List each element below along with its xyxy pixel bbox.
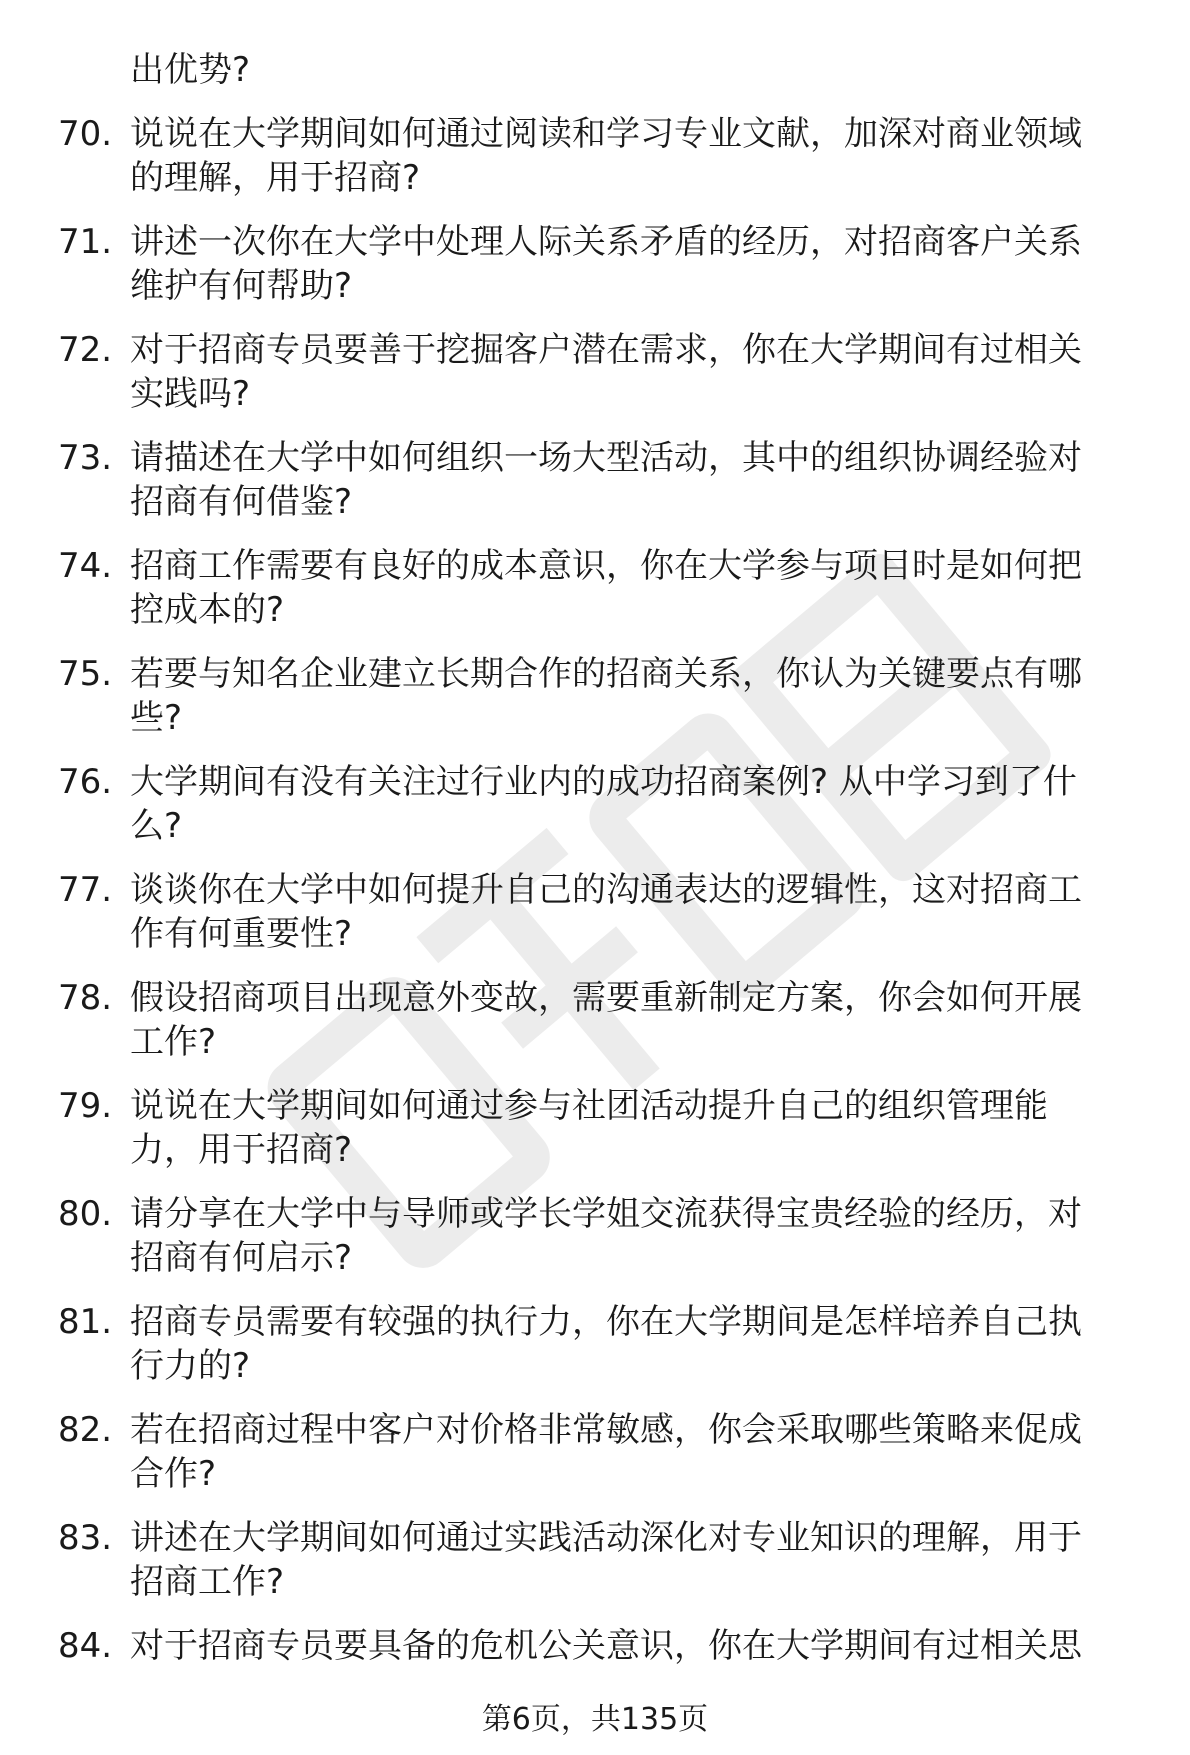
list-item — [58, 1192, 1148, 1280]
item-text: 说说在大学期间如何通过参与社团活动提升自己的组织管理能 — [130, 1086, 1048, 1126]
item-number: 74. — [58, 546, 113, 586]
item-text: 讲述在大学期间如何通过实践活动深化对专业知识的理解，用于 — [130, 1518, 1082, 1558]
item-text-continued: 工作? — [130, 1022, 217, 1062]
item-number: 75. — [58, 654, 113, 694]
item-number: 79. — [58, 1086, 113, 1126]
item-text-continued: 些? — [130, 698, 183, 738]
item-number: 71. — [58, 222, 113, 262]
item-text-continued: 么? — [130, 806, 183, 846]
question-list — [58, 48, 1148, 1668]
list-item — [58, 868, 1148, 956]
item-text: 若在招商过程中客户对价格非常敏感，你会采取哪些策略来促成 — [130, 1410, 1082, 1450]
item-text-continued: 招商有何借鉴? — [130, 482, 353, 522]
item-text-continued: 控成本的? — [130, 590, 285, 630]
item-text-continued: 实践吗? — [130, 374, 251, 414]
page-footer: 第6页，共135页 — [481, 1702, 709, 1737]
list-item — [58, 1300, 1148, 1388]
item-text-continued: 招商工作? — [130, 1562, 285, 1602]
carryover-text: 出优势? — [130, 50, 251, 90]
item-text: 若要与知名企业建立长期合作的招商关系，你认为关键要点有哪 — [130, 654, 1082, 694]
list-item — [58, 544, 1148, 632]
item-number: 73. — [58, 438, 113, 478]
item-text: 大学期间有没有关注过行业内的成功招商案例? 从中学习到了什 — [130, 762, 1077, 802]
item-text: 对于招商专员要具备的危机公关意识，你在大学期间有过相关思 — [130, 1626, 1082, 1666]
item-text: 谈谈你在大学中如何提升自己的沟通表达的逻辑性，这对招商工 — [130, 870, 1082, 910]
item-text: 假设招商项目出现意外变故，需要重新制定方案，你会如何开展 — [130, 978, 1082, 1018]
list-item — [58, 1408, 1148, 1496]
item-number: 70. — [58, 114, 113, 154]
item-text: 招商工作需要有良好的成本意识，你在大学参与项目时是如何把 — [130, 546, 1082, 586]
list-item — [58, 112, 1148, 200]
item-text-continued: 作有何重要性? — [130, 914, 353, 954]
list-item — [58, 760, 1148, 848]
item-number: 84. — [58, 1626, 113, 1666]
list-item — [58, 1516, 1148, 1604]
item-text-continued: 维护有何帮助? — [130, 266, 353, 306]
item-number: 81. — [58, 1302, 113, 1342]
item-number: 82. — [58, 1410, 113, 1450]
item-number: 77. — [58, 870, 113, 910]
list-item — [58, 436, 1148, 524]
item-number: 72. — [58, 330, 113, 370]
list-item — [58, 1624, 1148, 1668]
item-number: 78. — [58, 978, 113, 1018]
list-item — [58, 328, 1148, 416]
item-number: 83. — [58, 1518, 113, 1558]
item-text-continued: 力，用于招商? — [130, 1130, 353, 1170]
item-text-continued: 行力的? — [130, 1346, 251, 1386]
item-number: 80. — [58, 1194, 113, 1234]
item-text: 讲述一次你在大学中处理人际关系矛盾的经历，对招商客户关系 — [130, 222, 1082, 262]
list-item — [58, 1084, 1148, 1172]
item-text: 招商专员需要有较强的执行力，你在大学期间是怎样培养自己执 — [130, 1302, 1082, 1342]
list-item — [58, 220, 1148, 308]
item-text: 说说在大学期间如何通过阅读和学习专业文献，加深对商业领域 — [130, 114, 1082, 154]
item-text-continued: 招商有何启示? — [130, 1238, 353, 1278]
list-item — [58, 976, 1148, 1064]
list-item — [58, 652, 1148, 740]
item-number: 76. — [58, 762, 113, 802]
item-text: 请描述在大学中如何组织一场大型活动，其中的组织协调经验对 — [130, 438, 1082, 478]
item-text: 请分享在大学中与导师或学长学姐交流获得宝贵经验的经历，对 — [130, 1194, 1082, 1234]
item-text-continued: 合作? — [130, 1454, 217, 1494]
item-text: 对于招商专员要善于挖掘客户潜在需求，你在大学期间有过相关 — [130, 330, 1082, 370]
item-text-continued: 的理解，用于招商? — [130, 158, 421, 198]
